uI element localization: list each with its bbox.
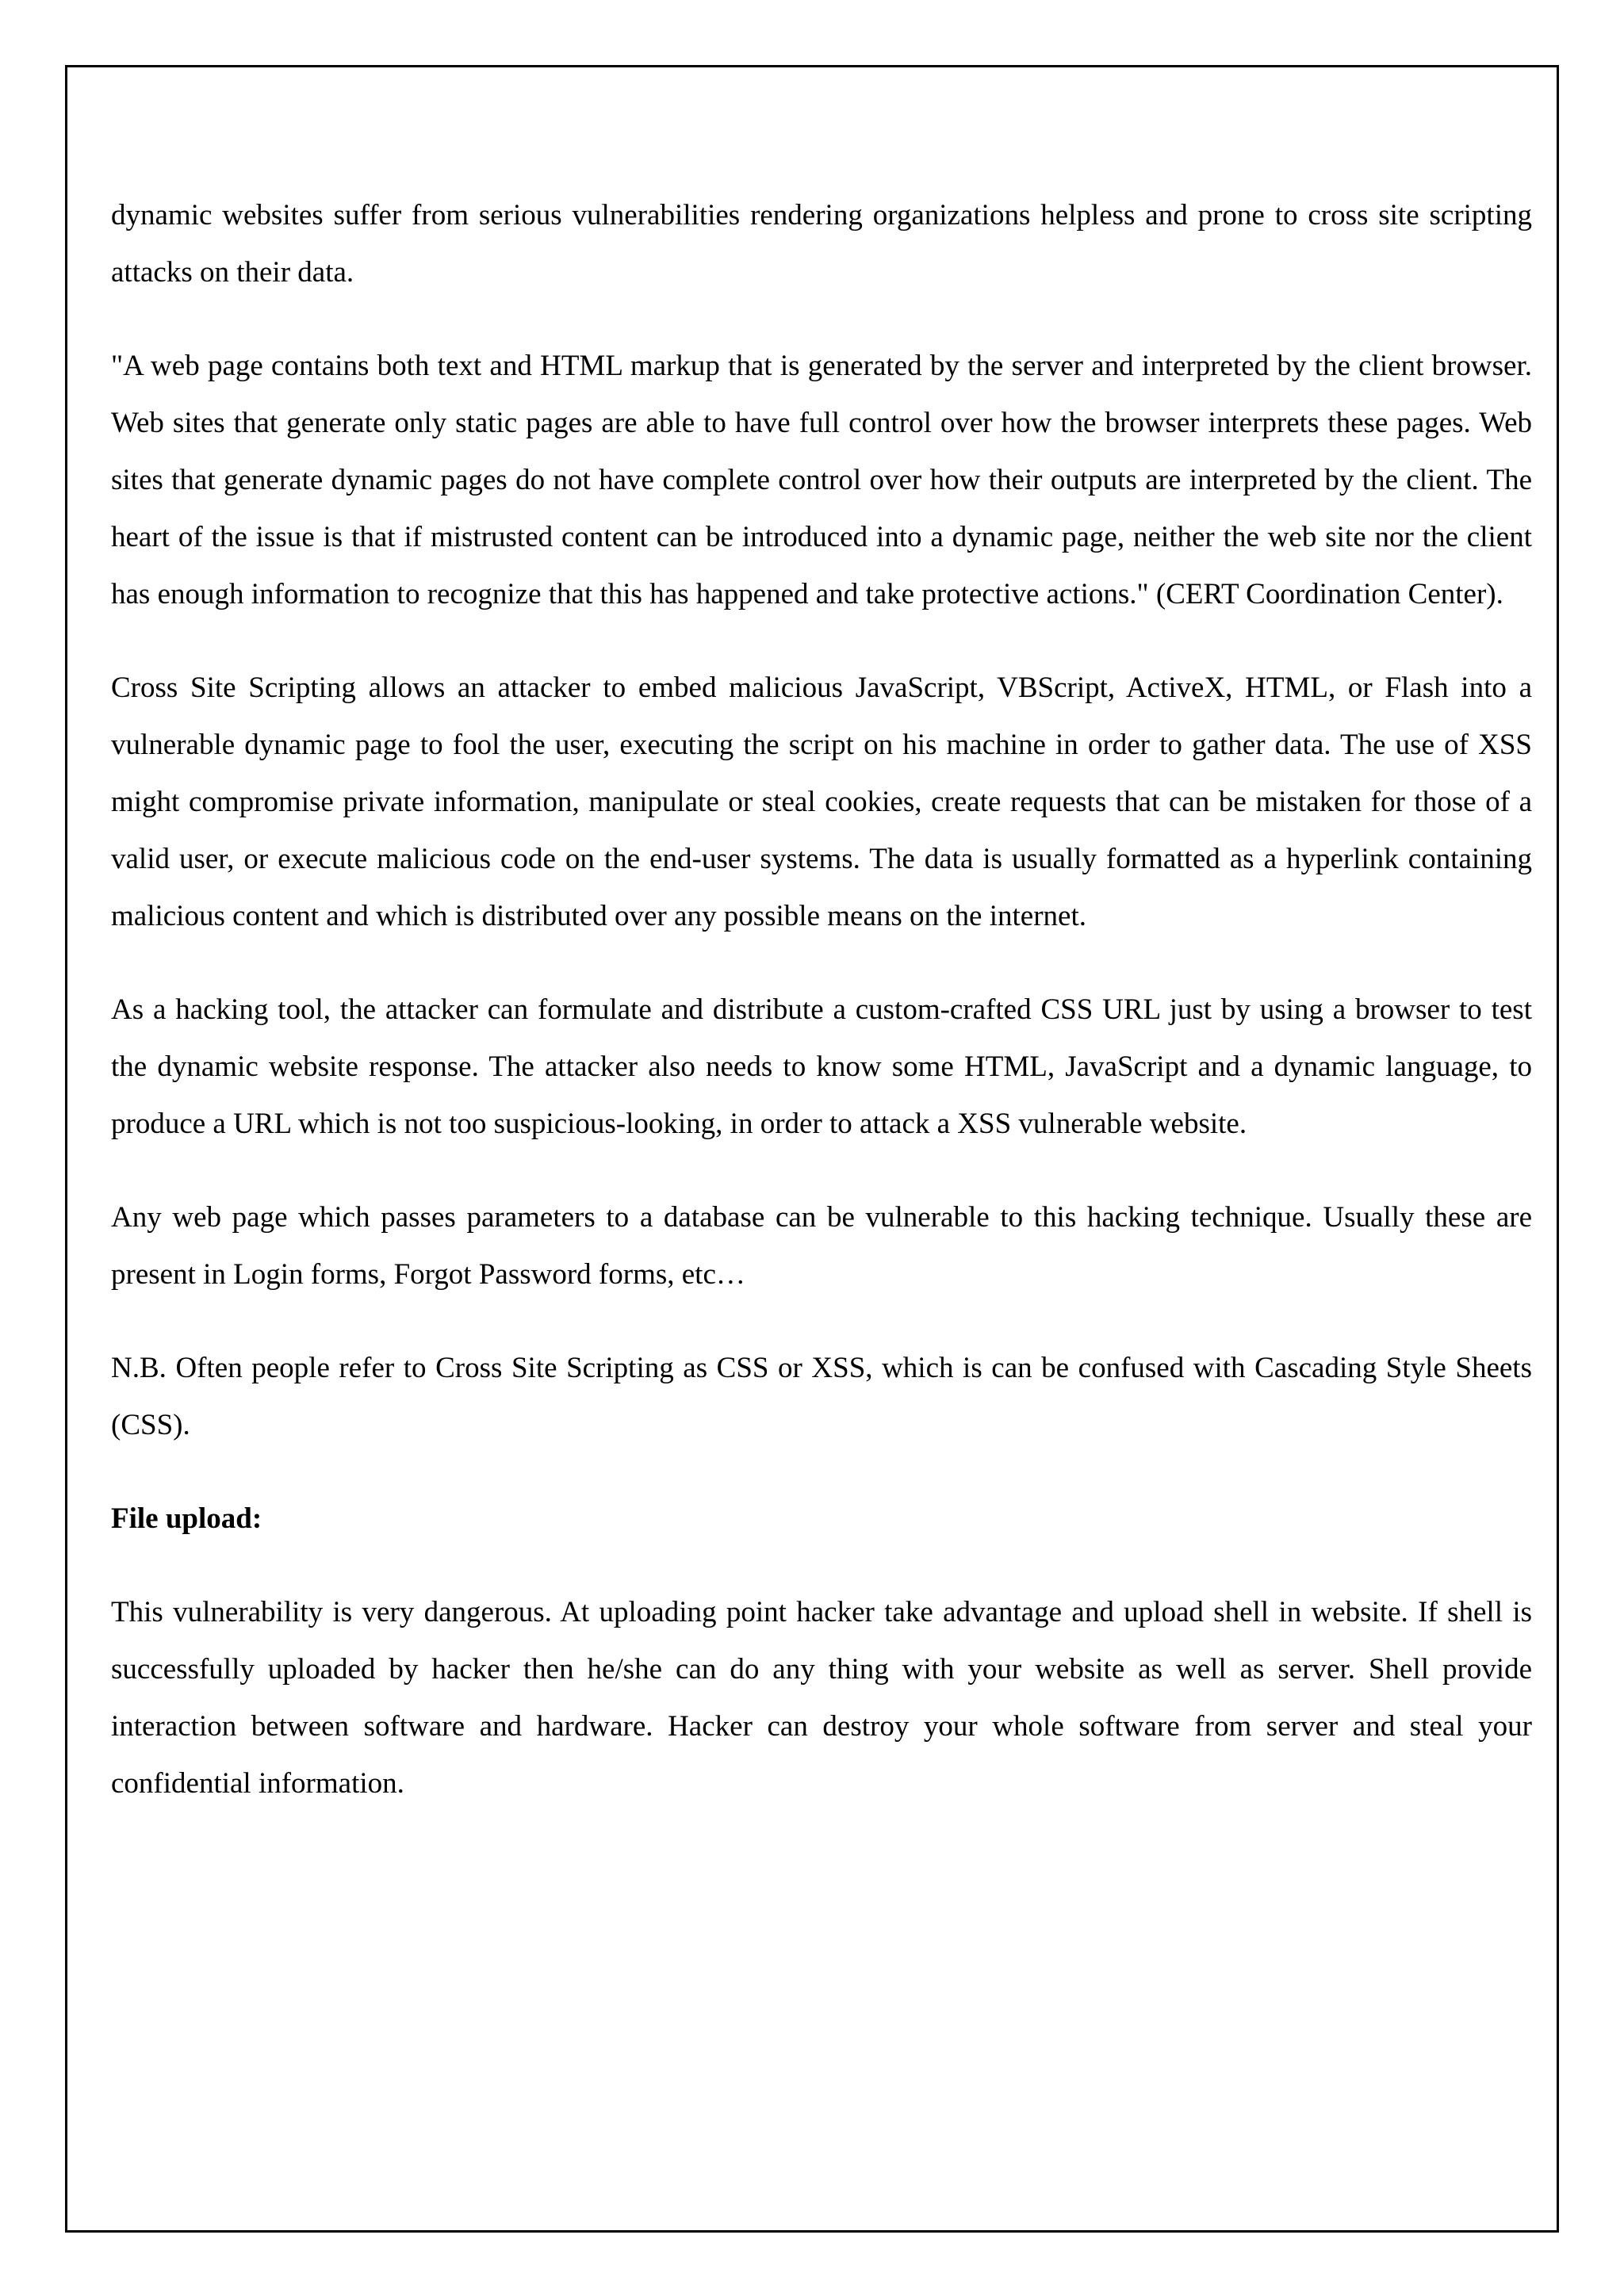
paragraph-note: N.B. Often people refer to Cross Site Scripting as CSS or XSS, which is can be confused with Cascading Style Sheets (CSS).	[111, 1352, 1532, 1441]
document-body	[111, 187, 1532, 1849]
paragraph-xss-description: Cross Site Scripting allows an attacker to embed malicious JavaScript, VBScript, ActiveX, HTML, or Flash into a vulnerable dynamic page to fool the user, executing the script on his machine in order to gather data. The use of XSS might compromise private information, manipulate or steal cookies, create requests that can be mistaken for those of a valid user, or execute malicious code on the end-user systems. The data is usually formatted as a hyperlink containing malicious content and which is distributed over any possible means on the internet.	[111, 672, 1532, 932]
paragraph-hacking-tool: As a hacking tool, the attacker can formulate and distribute a custom-crafted CSS URL just by using a browser to test the dynamic website response. The attacker also needs to know some HTML, JavaScript and a dynamic language, to produce a URL which is not too suspicious-looking, in order to attack a XSS vulnerable website.	[111, 993, 1532, 1140]
paragraph-vulnerable-pages: Any web page which passes parameters to a database can be vulnerable to this hacking technique. Usually these are present in Login forms, Forgot Password forms, etc…	[111, 1201, 1532, 1291]
paragraph-file-upload: This vulnerability is very dangerous. At uploading point hacker take advantage and upload shell in website. If shell is successfully uploaded by hacker then he/she can do any thing with your website as well as server. Shell provide interaction between software and hardware. Hacker can destroy your whole software from server and steal your confidential information.	[111, 1596, 1532, 1800]
paragraph-xss-intro: dynamic websites suffer from serious vulnerabilities rendering organizations helpless and prone to cross site scripting attacks on their data.	[111, 199, 1532, 289]
paragraph-cert-quote: "A web page contains both text and HTML markup that is generated by the server and interpreted by the client browser. Web sites that generate only static pages are able to have full control over how the browser interprets these pages. Web sites that generate dynamic pages do not have complete control over how their outputs are interpreted by the client. The heart of the issue is that if mistrusted content can be introduced into a dynamic page, neither the web site nor the client has enough information to recognize that this has happened and take protective actions." (CERT Coordination Center).	[111, 350, 1532, 610]
section-heading-file-upload: File upload:	[111, 1502, 262, 1535]
